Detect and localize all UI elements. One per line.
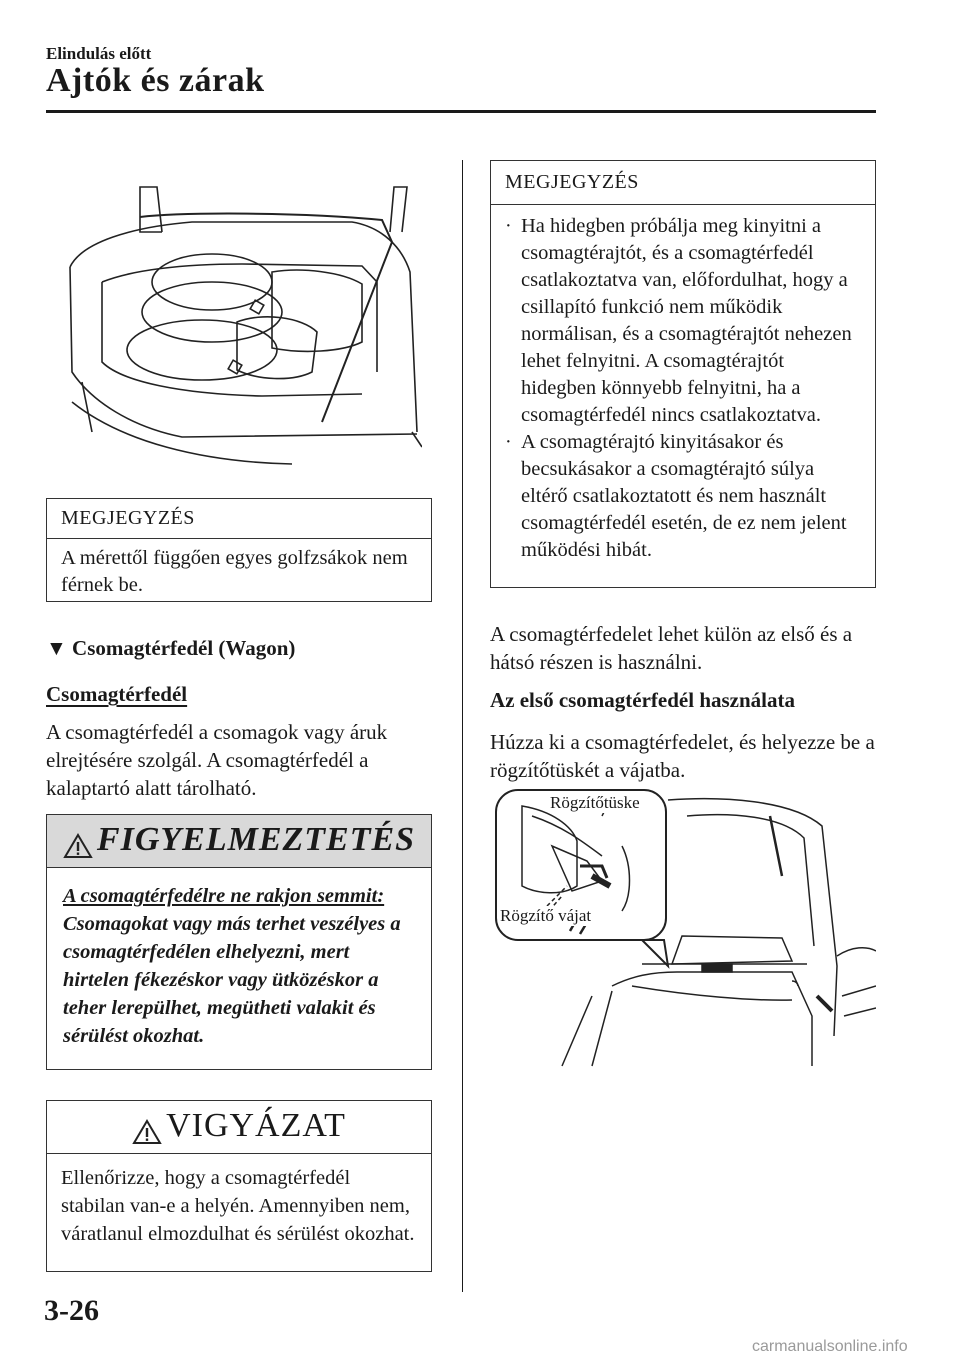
page-number: 3-26 — [44, 1294, 99, 1327]
cover-usage-paragraph: A csomagtérfedelet lehet külön az első és a hátsó részen is használni. — [490, 622, 853, 674]
note-text: A mérettől függően egyes golfzsákok nem férnek be. — [61, 547, 408, 596]
caution-triangle-icon — [132, 1119, 162, 1145]
cover-paragraph: A csomagtérfedél a csomagok vagy áruk elrejtésére szolgál. A csomagtérfedél a kalaptartó alatt tárolható. — [46, 720, 388, 800]
page-title: Ajtók és zárak — [46, 62, 265, 99]
note2-heading: MEGJEGYZÉS — [491, 161, 875, 205]
sub-heading-front-cover: Az első csomagtérfedél használata — [490, 688, 796, 712]
title-divider — [46, 110, 876, 113]
front-cover-pin-illustration — [492, 786, 876, 1070]
section-marker-icon: ▼ — [46, 636, 67, 660]
note2-bullet-text: A csomagtérajtó kinyitásakor és becsukásakor a csomagtérajtó súlya eltérő csatlakoztatott és nem használt csomagtérfedél esetén, de ez nem jelent működési hibát. — [521, 431, 847, 561]
warning-text: Csomagokat vagy más terhet veszélyes a csomagtérfedélen elhelyezni, mert hirtelen fékezéskor vagy ütközéskor a teher lerepülhet, megütheti valakit és sérülést okozhat. — [63, 913, 401, 1048]
note-box-cold-weather — [490, 160, 876, 588]
caution-box — [46, 1100, 432, 1272]
column-divider — [462, 160, 463, 1292]
warning-body — [47, 868, 431, 1064]
caution-text: Ellenőrizze, hogy a csomagtérfedél stabilan van-e a helyén. Amennyiben nem, váratlanul elmozdulhat és sérülést okozhat. — [61, 1167, 415, 1246]
warning-lead: A csomagtérfedélre ne rakjon semmit: — [63, 885, 385, 908]
warning-header — [47, 815, 431, 868]
watermark-url: carmanualsonline.info — [752, 1338, 908, 1355]
note2-bullet-text: Ha hidegben próbálja meg kinyitni a csomagtérajtót, és a csomagtérfedél csatlakoztatva van, előfordulhat, hogy a csillapító funkció nem működik normálisan, és a csomagtérajtót nehezen lehet felnyitni. A csomagtérajtót hidegben könnyebb felnyitni, ha a csomagtérfedél nincs csatlakoztatva. — [521, 215, 852, 426]
label-groove: Rögzítő vájat — [500, 906, 592, 925]
note-box-golfbags — [46, 498, 432, 602]
trunk-golf-bag-illustration — [62, 172, 422, 472]
note2-bullet: · Ha hidegben próbálja meg kinyitni a csomagtérajtót, és a csomagtérfedél csatlakoztatva van, előfordulhat, hogy a csillapító funkció nem működik normálisan, és a csomagtérajtót nehezen lehet felnyitni. A csomagtérajtót hidegben könnyebb felnyitni, ha a csomagtérfedél nincs csatlakoztatva. — [505, 213, 861, 429]
warning-title: FIGYELMEZTETÉS — [96, 821, 416, 858]
note2-bullet: · A csomagtérajtó kinyitásakor és becsukásakor a csomagtérajtó súlya eltérő csatlakoztatott és nem használt csomagtérfedél esetén, de ez nem jelent működési hibát. — [505, 429, 861, 564]
label-pin: Rögzítőtüske — [550, 793, 640, 812]
sub-heading-cover: Csomagtérfedél — [46, 682, 188, 706]
running-header-section: Elindulás előtt — [46, 44, 152, 63]
caution-title: VIGYÁZAT — [166, 1107, 346, 1144]
section-heading-text: Csomagtérfedél (Wagon) — [72, 636, 296, 660]
warning-box — [46, 814, 432, 1070]
note2-body — [491, 205, 875, 576]
note-heading: MEGJEGYZÉS — [47, 499, 431, 539]
warning-triangle-icon — [63, 833, 93, 859]
front-cover-instruction: Húzza ki a csomagtérfedelet, és helyezze be a rögzítőtüskét a vájatba. — [490, 730, 875, 782]
caution-header — [47, 1101, 431, 1154]
section-heading-cover — [46, 636, 295, 661]
